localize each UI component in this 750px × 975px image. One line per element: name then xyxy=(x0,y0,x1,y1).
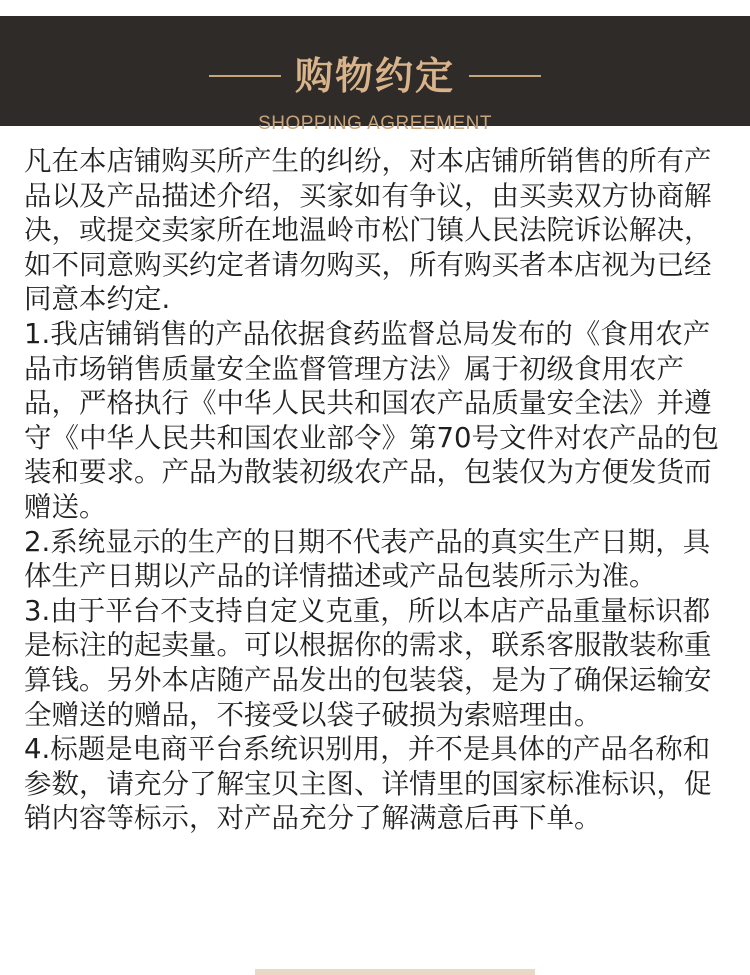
left-divider xyxy=(209,75,281,77)
agreement-text xyxy=(24,144,734,836)
right-divider xyxy=(469,75,541,77)
clause-4: 4.标题是电商平台系统识别用，并不是具体的产品名称和参数，请充分了解宝贝主图、详情里的国家标准标识，促销内容等标示，对产品充分了解满意后再下单。 xyxy=(24,733,712,835)
bottom-decoration xyxy=(255,969,535,975)
title-row xyxy=(0,52,750,100)
clause-2: 2.系统显示的生产的日期不代表产品的真实生产日期，具体生产日期以产品的详情描述或产品包装所示为准。 xyxy=(24,525,711,593)
clause-1: 1.我店铺销售的产品依据食药监督总局发布的《食用农产品市场销售质量安全监督管理方法》属于初级食用农产品，严格执行《中华人民共和国农产品质量安全法》并遵守《中华人民共和国农业部令》第70号文件对农产品的包装和要求。产品为散装初级农产品，包装仅为方便发货而赠送。 xyxy=(24,317,719,523)
page-subtitle: SHOPPING AGREEMENT xyxy=(258,113,492,134)
header-banner xyxy=(0,16,750,134)
clause-3: 3.由于平台不支持自定义克重，所以本店产品重量标识都是标注的起卖量。可以根据你的需求，联系客服散装称重算钱。另外本店随产品发出的包装袋，是为了确保运输安全赠送的赠品，不接受以袋子破损为索赔理由。 xyxy=(24,594,712,731)
page-title: 购物约定 xyxy=(294,54,455,98)
intro-paragraph: 凡在本店铺购买所产生的纠纷，对本店铺所销售的所有产品以及产品描述介绍，买家如有争议，由买卖双方协商解决，或提交卖家所在地温岭市松门镇人民法院诉讼解决，如不同意购买约定者请勿购买，所有购买者本店视为已经同意本约定. xyxy=(24,145,712,316)
